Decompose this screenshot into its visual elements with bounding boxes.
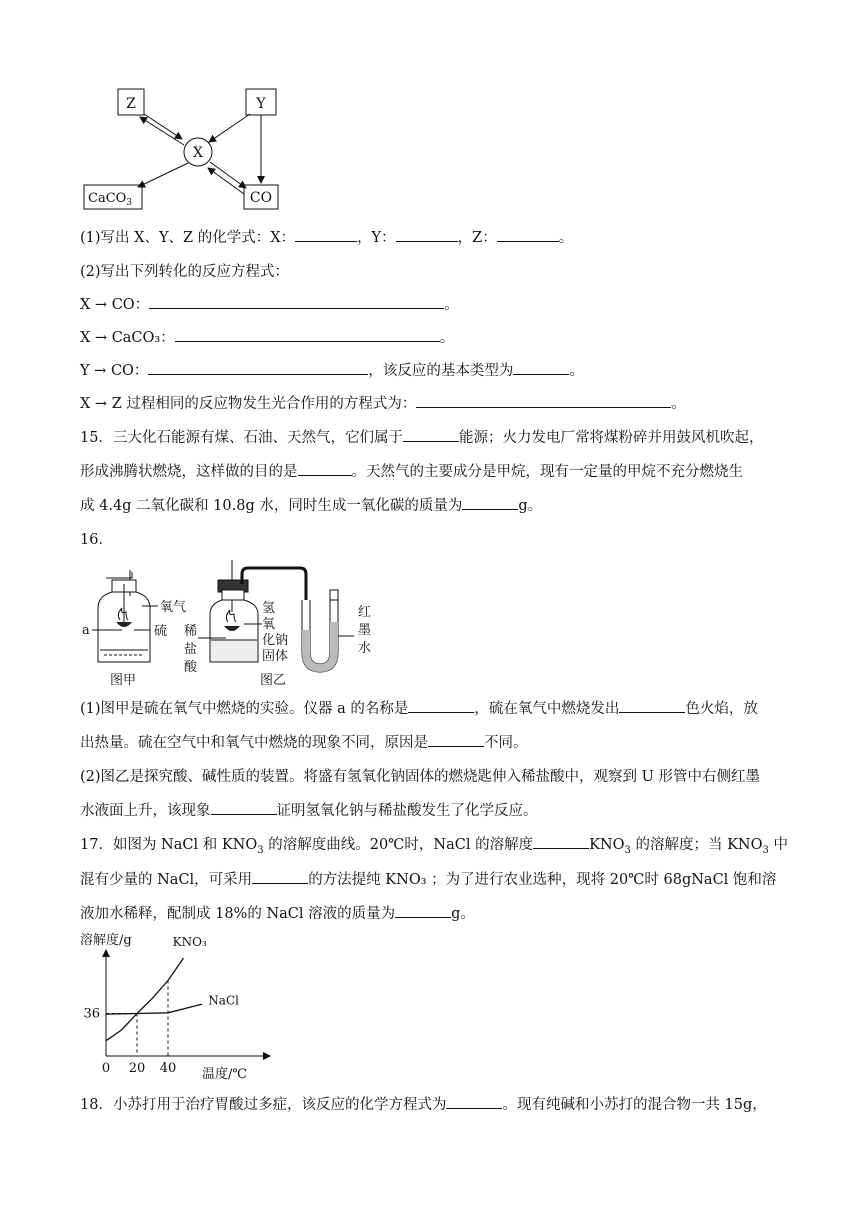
label-naoh-2: 氧 xyxy=(262,617,276,632)
answer-blank-y[interactable] xyxy=(396,227,458,242)
answer-blank-q17-3[interactable] xyxy=(395,903,451,918)
x-axis-label: 温度/℃ xyxy=(202,1067,247,1082)
arrow-x-to-caco3 xyxy=(138,163,188,187)
label-ink-3: 水 xyxy=(358,641,372,656)
q15-line-1: 15．三大化石能源有煤、石油、天然气，它们属于 能源；火力发电厂常将煤粉碎并用鼓风机吹起， xyxy=(80,427,763,448)
answer-blank-z[interactable] xyxy=(497,227,559,242)
red-ink xyxy=(302,622,338,672)
answer-blank-x[interactable] xyxy=(295,227,357,242)
caption-jia: 图甲 xyxy=(110,673,137,688)
series-label-nacl: NaCl xyxy=(208,993,239,1008)
node-co-label: CO xyxy=(249,190,273,206)
figure-jia xyxy=(82,570,186,688)
solubility-chart xyxy=(80,928,280,1084)
answer-blank-q17-1[interactable] xyxy=(533,834,589,849)
answer-blank-r3[interactable] xyxy=(148,360,368,375)
figure-yi xyxy=(184,560,371,688)
u-tube-right-cap xyxy=(330,590,338,600)
yi-bottle-neck xyxy=(222,590,244,600)
yi-spoon-cup xyxy=(224,626,240,631)
label-ink-1: 红 xyxy=(358,605,372,620)
series-label-kno3: KNO₃ xyxy=(172,935,207,949)
label-naoh-4: 固体 xyxy=(262,649,289,664)
label-sulfur: 硫 xyxy=(154,624,168,639)
q14-reaction-2: X → CaCO₃： 。 xyxy=(80,327,454,348)
q16-part2-line1: (2)图乙是探究酸、碱性质的装置。将盛有氢氧化钠固体的燃烧匙伸入稀盐酸中，观察到 U 形管中右侧红墨 xyxy=(80,769,760,785)
y-tick-label-36: 36 xyxy=(83,1006,100,1022)
y-axis-label: 溶解度/g xyxy=(80,933,132,948)
label-a: a xyxy=(82,623,90,638)
answer-blank-r2[interactable] xyxy=(175,327,440,342)
answer-blank-q16-2[interactable] xyxy=(211,800,277,815)
arrow-x-to-z xyxy=(140,117,184,145)
x-tick-label-40: 40 xyxy=(159,1061,177,1076)
answer-blank-r1[interactable] xyxy=(149,294,444,309)
arrow-x-to-co xyxy=(210,162,246,188)
answer-blank-r4[interactable] xyxy=(416,393,671,408)
label-hcl-2: 盐 xyxy=(184,642,198,657)
x-tick-label-20: 20 xyxy=(128,1061,146,1076)
answer-blank-r3-type[interactable] xyxy=(513,360,569,375)
node-x-label: X xyxy=(193,145,203,161)
answer-blank-q17-2[interactable] xyxy=(252,869,308,884)
label-naoh-1: 氢 xyxy=(262,601,276,616)
q14-reaction-4: X → Z 过程相同的反应物发生光合作用的方程式为： 。 xyxy=(80,393,686,414)
answer-blank-q16-reason[interactable] xyxy=(428,732,484,747)
node-y-label: Y xyxy=(256,96,266,112)
caption-yi: 图乙 xyxy=(260,673,287,688)
label-ink-2: 墨 xyxy=(358,623,372,638)
series-line-nacl xyxy=(106,1004,202,1014)
label-o2: 氧气 xyxy=(160,600,187,615)
q16-part2-line2: 水液面上升，该现象 证明氢氧化钠与稀盐酸发生了化学反应。 xyxy=(80,800,538,821)
answer-blank-q18-1[interactable] xyxy=(446,1094,502,1109)
q15-line-2: 形成沸腾状燃烧，这样做的目的是 。天然气的主要成分是甲烷，现有一定量的甲烷不充分燃烧生 xyxy=(80,461,743,482)
yi-flame xyxy=(226,610,236,622)
node-caco3-label: CaCO$_3$ xyxy=(88,191,133,208)
answer-blank-q15-3[interactable] xyxy=(462,495,518,510)
q14-reaction-3: Y → CO： ，该反应的基本类型为 。 xyxy=(80,360,584,381)
q17-line-1: 17．如图为 NaCl 和 $KNO_3$ 的溶解度曲线。20℃时，NaCl 的溶解度 $KNO_3$ 的溶解度；当 $KNO_3$ 中 xyxy=(80,834,788,861)
answer-blank-q15-2[interactable] xyxy=(298,461,352,476)
answer-blank-q16-color[interactable] xyxy=(619,698,685,713)
flame xyxy=(118,608,128,620)
lid xyxy=(106,572,132,578)
answer-blank-q15-1[interactable] xyxy=(403,427,459,442)
label-naoh-3: 化钠 xyxy=(262,633,289,648)
spoon-cup xyxy=(116,622,132,627)
q17-line-2: 混有少量的 NaCl，可采用 的方法提纯 KNO₃ ；为了进行农业选种，现将 20℃时 68gNaCl 饱和溶 xyxy=(80,869,776,890)
q18-line-1: 18．小苏打用于治疗胃酸过多症，该反应的化学方程式为 。现有纯碱和小苏打的混合物一共 15g， xyxy=(80,1094,767,1115)
q14-part1: (1)写出 X、Y、Z 的化学式：X： ，Y： ，Z： 。 xyxy=(80,227,573,248)
conversion-diagram xyxy=(80,84,300,214)
arrow-co-to-x xyxy=(208,168,244,194)
arrow-y-to-x xyxy=(209,114,250,142)
label-hcl-3: 酸 xyxy=(184,660,198,675)
arrow-z-to-x xyxy=(144,114,182,139)
node-z-label: Z xyxy=(126,96,136,112)
series-line-kno3 xyxy=(106,958,184,1041)
q16-part1-line1: (1)图甲是硫在氧气中燃烧的实验。仪器 a 的名称是 ，硫在氧气中燃烧发出 色火焰，放 xyxy=(80,698,758,719)
label-hcl-1: 稀 xyxy=(184,624,198,639)
connecting-tube xyxy=(242,568,306,600)
q16-number: 16． xyxy=(80,532,113,548)
experiment-figures xyxy=(80,560,400,692)
x-tick-label-0: 0 xyxy=(101,1061,111,1076)
q17-line-3: 液加水稀释，配制成 18%的 NaCl 溶液的质量为 g。 xyxy=(80,903,475,924)
q14-part2: (2)写出下列转化的反应方程式： xyxy=(80,264,290,280)
acid-liquid xyxy=(211,640,257,661)
q16-part1-line2: 出热量。硫在空气中和氧气中燃烧的现象不同，原因是 不同。 xyxy=(80,732,528,753)
q15-line-3: 成 4.4g 二氧化碳和 10.8g 水，同时生成一氧化碳的质量为 g。 xyxy=(80,495,542,516)
q14-reaction-1: X → CO： 。 xyxy=(80,294,459,315)
answer-blank-q16-a[interactable] xyxy=(408,698,474,713)
